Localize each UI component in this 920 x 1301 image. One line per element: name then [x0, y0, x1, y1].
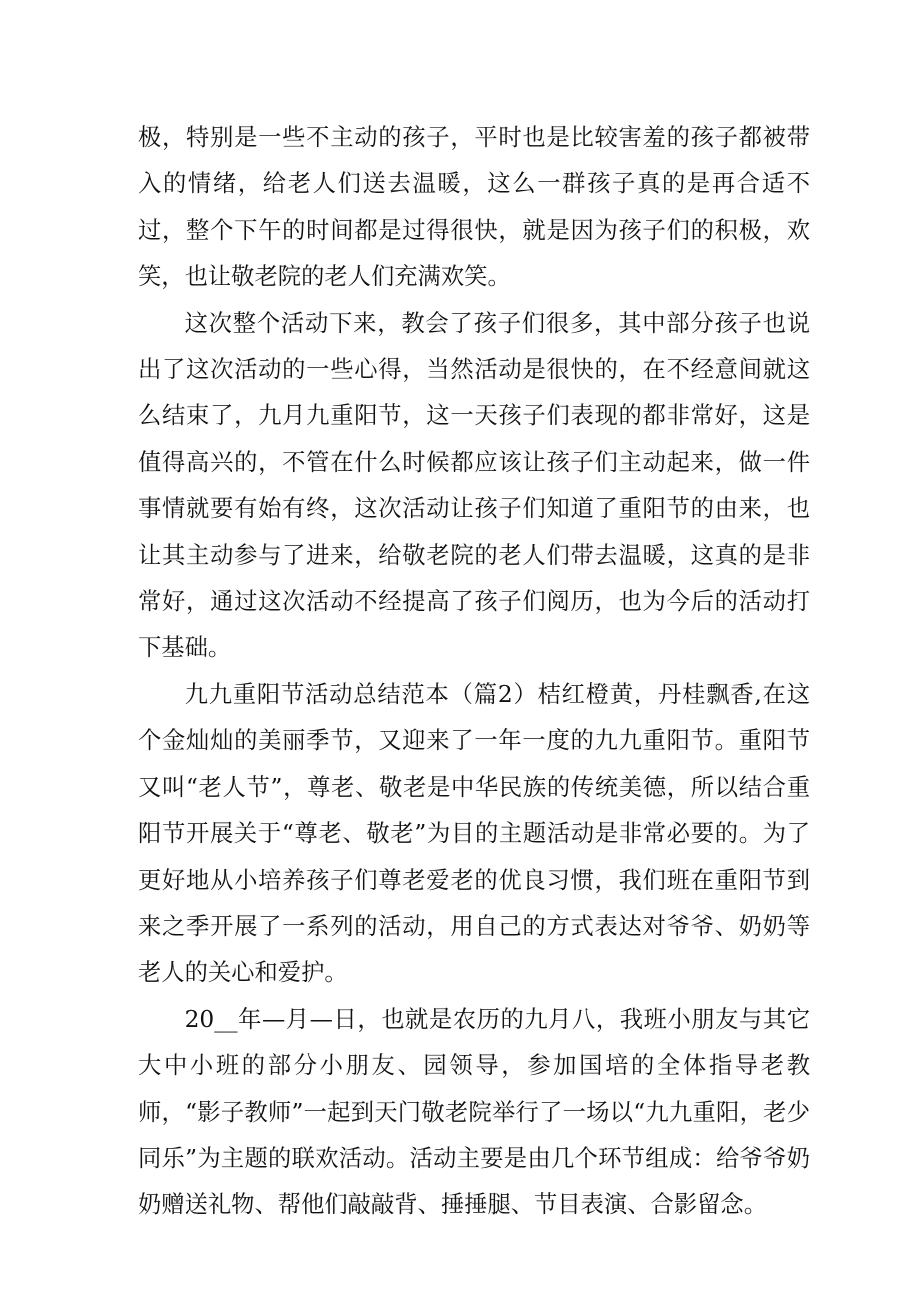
paragraph-chapter-2-intro: 九九重阳节活动总结范本（篇2）桔红橙黄，丹桂飘香,在这个金灿灿的美丽季节，又迎来了一年一度的九九重阳节。重阳节又叫“老人节”，尊老、敬老是中华民族的传统美德，所以结合重阳节开展关于“尊老、敬老”为目的主题活动是非常必要的。为了更好地从小培养孩子们尊老爱老的优良习惯，我们班在重阳节到来之季开展了一系列的活动，用自己的方式表达对爷爷、奶奶等老人的关心和爱护。 [138, 680, 810, 987]
document-body [138, 115, 810, 1229]
paragraph-event-description: 20__年—月—日，也就是农历的九月八，我班小朋友与其它大中小班的部分小朋友、园领导，参加国培的全体指导老教师，“影子教师”一起到天门敬老院举行了一场以“九九重阳，老少同乐”为主题的联欢活动。活动主要是由几个环节组成：给爷爷奶奶赠送礼物、帮他们敲敲背、捶捶腿、节目表演、合影留念。 [138, 1005, 810, 1219]
paragraph-continuation: 极，特别是一些不主动的孩子，平时也是比较害羞的孩子都被带入的情绪，给老人们送去温暖，这么一群孩子真的是再合适不过，整个下午的时间都是过得很快，就是因为孩子们的积极，欢笑，也让敬老院的老人们充满欢笑。 [138, 124, 810, 291]
paragraph-activity-reflection: 这次整个活动下来，教会了孩子们很多，其中部分孩子也说出了这次活动的一些心得，当然活动是很快的，在不经意间就这么结束了，九月九重阳节，这一天孩子们表现的都非常好，这是值得高兴的，不管在什么时候都应该让孩子们主动起来，做一件事情就要有始有终，这次活动让孩子们知道了重阳节的由来，也让其主动参与了进来，给敬老院的老人们带去温暖，这真的是非常好，通过这次活动不经提高了孩子们阅历，也为今后的活动打下基础。 [138, 309, 810, 662]
